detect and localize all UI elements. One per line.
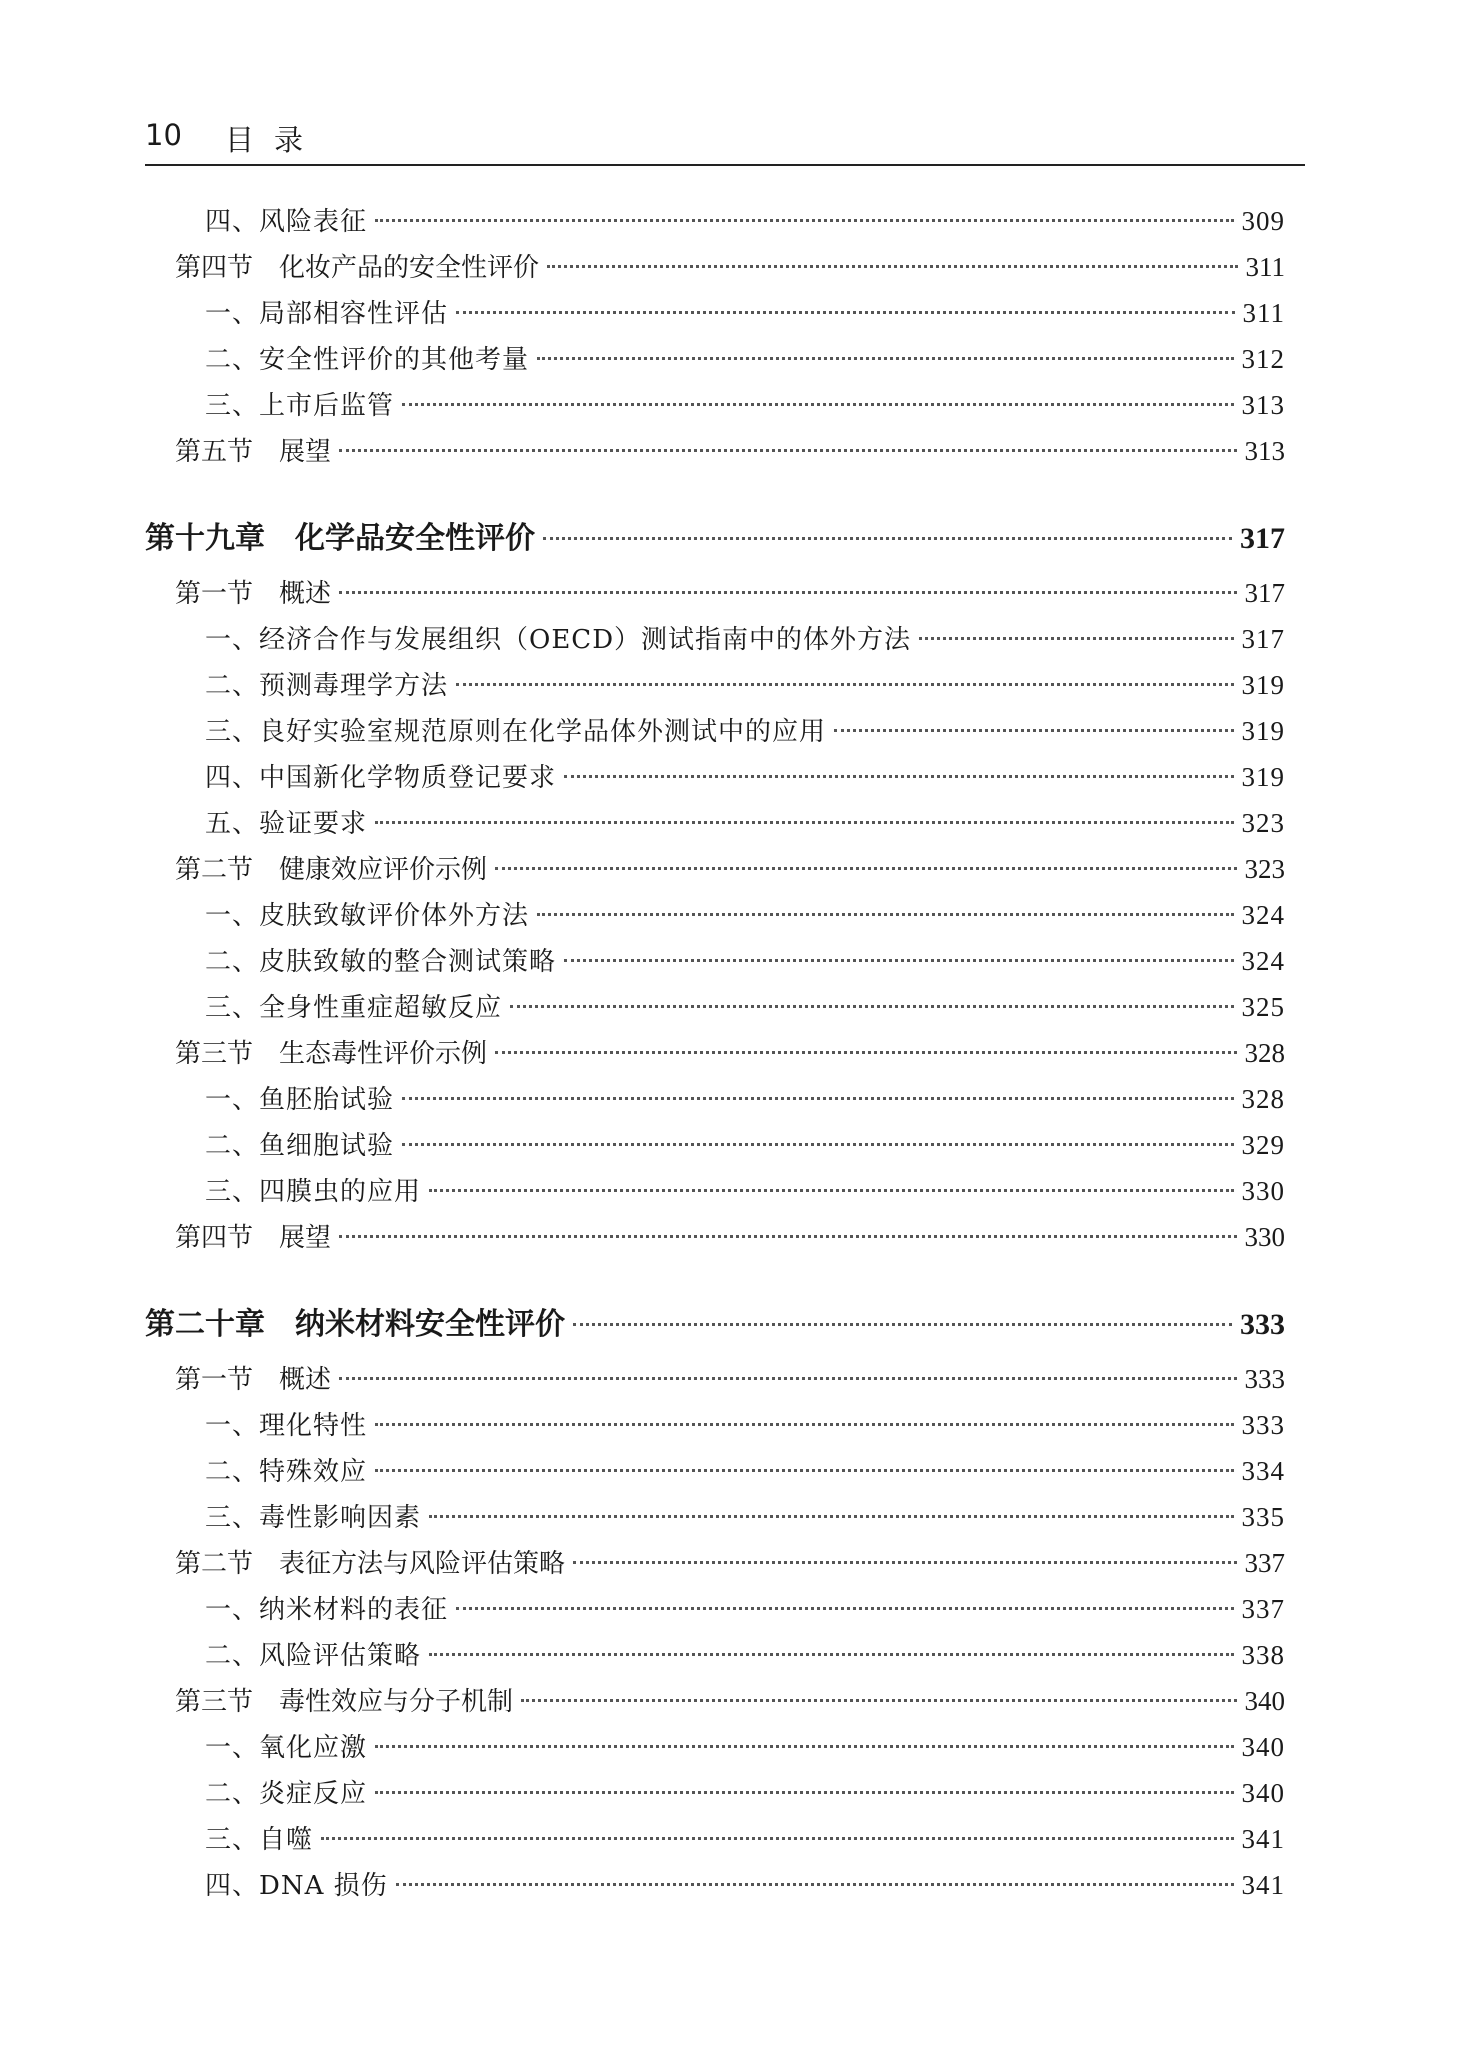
toc-entry-page: 323 (1241, 808, 1285, 838)
toc-entry-label: 化妆产品的安全性评价 (279, 253, 540, 283)
toc-entry-label: 表征方法与风险评估策略 (279, 1549, 566, 1579)
toc-entry-page: 328 (1244, 1038, 1285, 1068)
toc-entry-page: 311 (1242, 298, 1285, 328)
toc-item-entry[interactable] (145, 382, 1285, 428)
toc-item-entry[interactable] (145, 984, 1285, 1030)
toc-entry-page: 340 (1241, 1778, 1285, 1808)
toc-entry-page: 313 (1241, 390, 1285, 420)
toc-entry-label: 五、验证要求 (205, 809, 368, 839)
toc-entry-title (205, 1403, 367, 1449)
dot-leader (321, 1837, 1233, 1840)
toc-entry-title (205, 199, 367, 245)
toc-entry-page: 319 (1241, 670, 1285, 700)
toc-entry-title (175, 847, 487, 893)
toc-section-entry[interactable] (145, 1030, 1285, 1076)
toc-entry-label: 四、DNA 损伤 (205, 1871, 388, 1901)
toc-entry-number: 第一节 (175, 1365, 254, 1395)
toc-entry-title (205, 755, 556, 801)
toc-entry-page: 340 (1244, 1686, 1285, 1716)
toc-entry-number: 第四节 (175, 253, 254, 283)
toc-entry-page: 309 (1241, 206, 1285, 236)
toc-entry-number: 第五节 (175, 437, 254, 467)
toc-entry-page: 341 (1241, 1870, 1285, 1900)
toc-item-entry[interactable] (145, 1448, 1285, 1494)
header-title: 目录 (225, 123, 324, 157)
dot-leader (495, 867, 1236, 870)
toc-entry-page: 329 (1241, 1130, 1285, 1160)
toc-entry-label: 二、预测毒理学方法 (205, 671, 449, 701)
toc-entry-title (205, 291, 448, 337)
toc-item-entry[interactable] (145, 1168, 1285, 1214)
toc-entry-title (205, 383, 394, 429)
toc-entry-page: 337 (1244, 1548, 1285, 1578)
toc-item-entry[interactable] (145, 1494, 1285, 1540)
chapter-spacer (145, 474, 1285, 508)
toc-entry-label: 三、毒性影响因素 (205, 1503, 422, 1533)
toc-item-entry[interactable] (145, 336, 1285, 382)
dot-leader (537, 357, 1233, 360)
toc-entry-page: 313 (1244, 436, 1285, 466)
dot-leader (402, 403, 1233, 406)
toc-entry-title (205, 709, 826, 755)
toc-entry-page: 312 (1241, 344, 1285, 374)
dot-leader (339, 1235, 1236, 1238)
toc-entry-page: 333 (1241, 1410, 1285, 1440)
toc-item-entry[interactable] (145, 1862, 1285, 1908)
toc-entry-title (205, 1725, 367, 1771)
toc-section-entry[interactable] (145, 244, 1285, 290)
toc-entry-page: 323 (1244, 854, 1285, 884)
toc-entry-label: 一、氧化应激 (205, 1733, 368, 1763)
toc-entry-page: 330 (1244, 1222, 1285, 1252)
toc-entry-title (175, 245, 539, 291)
toc-entry-title (205, 939, 556, 985)
toc-chapter-entry[interactable] (145, 1294, 1285, 1356)
toc-item-entry[interactable] (145, 754, 1285, 800)
toc-entry-label: 毒性效应与分子机制 (279, 1687, 514, 1717)
dot-leader (510, 1005, 1233, 1008)
toc-entry-title (175, 1541, 565, 1587)
dot-leader (375, 1745, 1233, 1748)
toc-entry-title (205, 1587, 448, 1633)
dot-leader (375, 1791, 1233, 1794)
toc-entry-label: 三、自噬 (205, 1825, 314, 1855)
toc-entry-title (205, 1169, 421, 1215)
dot-leader (339, 591, 1236, 594)
dot-leader (573, 1561, 1236, 1564)
toc-entry-title (205, 1077, 394, 1123)
dot-leader (375, 821, 1233, 824)
toc-entry-label: 三、全身性重症超敏反应 (205, 993, 503, 1023)
toc-entry-page: 338 (1241, 1640, 1285, 1670)
dot-leader (375, 1469, 1233, 1472)
toc-entry-page: 334 (1241, 1456, 1285, 1486)
toc-item-entry[interactable] (145, 1724, 1285, 1770)
toc-entry-title (175, 1031, 487, 1077)
dot-leader (396, 1883, 1234, 1886)
toc-entry-page: 328 (1241, 1084, 1285, 1114)
toc-entry-label: 三、上市后监管 (205, 391, 395, 421)
toc-entry-label: 二、风险评估策略 (205, 1641, 422, 1671)
toc-item-entry[interactable] (145, 1402, 1285, 1448)
toc-item-entry[interactable] (145, 708, 1285, 754)
toc-entry-label: 一、理化特性 (205, 1411, 368, 1441)
dot-leader (456, 1607, 1233, 1610)
toc-entry-title (205, 985, 502, 1031)
dot-leader (375, 219, 1233, 222)
page-number: 10 (145, 118, 182, 152)
toc-entry-title (175, 1679, 513, 1725)
dot-leader (429, 1515, 1233, 1518)
toc-entry-title (175, 429, 331, 475)
dot-leader (537, 913, 1233, 916)
toc-entry-page: 311 (1245, 252, 1285, 282)
dot-leader (564, 775, 1233, 778)
toc-entry-title (205, 1449, 367, 1495)
toc-entry-page: 333 (1240, 1308, 1285, 1341)
toc-entry-label: 二、安全性评价的其他考量 (205, 345, 530, 375)
toc-item-entry[interactable] (145, 892, 1285, 938)
dot-leader (429, 1189, 1233, 1192)
toc-section-entry[interactable] (145, 1540, 1285, 1586)
toc-entry-label: 四、中国新化学物质登记要求 (205, 763, 557, 793)
toc-entry-label: 三、四膜虫的应用 (205, 1177, 422, 1207)
toc-item-entry[interactable] (145, 1816, 1285, 1862)
toc-entry-label: 一、纳米材料的表征 (205, 1595, 449, 1625)
dot-leader (375, 1423, 1233, 1426)
toc-entry-title (205, 801, 367, 847)
toc-item-entry[interactable] (145, 1076, 1285, 1122)
toc-entry-title (205, 1771, 367, 1817)
dot-leader (521, 1699, 1236, 1702)
toc-entry-label: 化学品安全性评价 (295, 521, 535, 556)
toc-entry-label: 展望 (279, 437, 332, 467)
toc-item-entry[interactable] (145, 1770, 1285, 1816)
toc-entry-label: 三、良好实验室规范原则在化学品体外测试中的应用 (205, 717, 827, 747)
toc-section-entry[interactable] (145, 570, 1285, 616)
dot-leader (834, 729, 1233, 732)
toc-item-entry[interactable] (145, 290, 1285, 336)
toc-item-entry[interactable] (145, 938, 1285, 984)
toc-entry-title (205, 1863, 388, 1909)
toc-entry-page: 337 (1241, 1594, 1285, 1624)
toc-entry-title (205, 893, 529, 939)
toc-entry-title (145, 1294, 565, 1356)
toc-entry-title (205, 617, 911, 663)
toc-entry-number: 第一节 (175, 579, 254, 609)
toc-entry-title (205, 1123, 394, 1169)
toc-entry-title (205, 1817, 313, 1863)
toc-entry-title (205, 337, 529, 383)
dot-leader (339, 449, 1236, 452)
toc-entry-page: 325 (1241, 992, 1285, 1022)
toc-entry-label: 概述 (279, 579, 332, 609)
toc-entry-label: 一、局部相容性评估 (205, 299, 449, 329)
toc-entry-label: 一、皮肤致敏评价体外方法 (205, 901, 530, 931)
toc-section-entry[interactable] (145, 1356, 1285, 1402)
running-header (145, 112, 1305, 166)
toc-section-entry[interactable] (145, 428, 1285, 474)
toc-entry-title (145, 508, 535, 570)
toc-entry-label: 纳米材料安全性评价 (295, 1307, 565, 1342)
toc-entry-number: 第十九章 (145, 521, 265, 556)
toc-item-entry[interactable] (145, 198, 1285, 244)
toc-item-entry[interactable] (145, 616, 1285, 662)
toc-item-entry[interactable] (145, 1586, 1285, 1632)
toc-entry-page: 340 (1241, 1732, 1285, 1762)
toc-entry-page: 319 (1241, 762, 1285, 792)
toc-entry-page: 335 (1241, 1502, 1285, 1532)
toc-entry-label: 二、鱼细胞试验 (205, 1131, 395, 1161)
toc-entry-title (175, 1215, 331, 1261)
dot-leader (402, 1143, 1233, 1146)
dot-leader (456, 683, 1233, 686)
toc-entry-label: 二、特殊效应 (205, 1457, 368, 1487)
toc-entry-label: 概述 (279, 1365, 332, 1395)
toc-entry-label: 展望 (279, 1223, 332, 1253)
toc-entry-label: 一、经济合作与发展组织（OECD）测试指南中的体外方法 (205, 625, 912, 655)
toc-entry-page: 341 (1241, 1824, 1285, 1854)
toc-entry-page: 319 (1241, 716, 1285, 746)
toc-entry-label: 一、鱼胚胎试验 (205, 1085, 395, 1115)
toc-entry-page: 333 (1244, 1364, 1285, 1394)
dot-leader (543, 537, 1232, 540)
dot-leader (456, 311, 1234, 314)
toc-chapter-entry[interactable] (145, 508, 1285, 570)
toc-entry-label: 生态毒性评价示例 (279, 1039, 488, 1069)
toc-entry-label: 二、炎症反应 (205, 1779, 368, 1809)
toc-entry-page: 330 (1241, 1176, 1285, 1206)
toc-entry-number: 第二节 (175, 855, 254, 885)
toc-entry-label: 健康效应评价示例 (279, 855, 488, 885)
toc-item-entry[interactable] (145, 1122, 1285, 1168)
toc-entry-number: 第二节 (175, 1549, 254, 1579)
toc-entry-number: 第三节 (175, 1039, 254, 1069)
dot-leader (495, 1051, 1236, 1054)
dot-leader (402, 1097, 1233, 1100)
toc-entry-label: 四、风险表征 (205, 207, 368, 237)
toc-entry-page: 324 (1241, 946, 1285, 976)
dot-leader (564, 959, 1233, 962)
toc-entry-page: 317 (1240, 522, 1285, 555)
dot-leader (547, 265, 1237, 268)
toc-entry-title (175, 571, 331, 617)
toc-entry-label: 二、皮肤致敏的整合测试策略 (205, 947, 557, 977)
toc-entry-page: 324 (1241, 900, 1285, 930)
dot-leader (573, 1323, 1232, 1326)
table-of-contents (145, 198, 1285, 1908)
toc-entry-number: 第四节 (175, 1223, 254, 1253)
toc-entry-title (205, 1633, 421, 1679)
toc-item-entry[interactable] (145, 662, 1285, 708)
toc-entry-number: 第三节 (175, 1687, 254, 1717)
toc-section-entry[interactable] (145, 846, 1285, 892)
toc-section-entry[interactable] (145, 1678, 1285, 1724)
toc-entry-number: 第二十章 (145, 1307, 265, 1342)
toc-section-entry[interactable] (145, 1214, 1285, 1260)
dot-leader (429, 1653, 1233, 1656)
toc-item-entry[interactable] (145, 1632, 1285, 1678)
chapter-spacer (145, 1260, 1285, 1294)
toc-entry-page: 317 (1244, 578, 1285, 608)
toc-entry-title (205, 1495, 421, 1541)
toc-entry-title (175, 1357, 331, 1403)
toc-item-entry[interactable] (145, 800, 1285, 846)
toc-entry-page: 317 (1241, 624, 1285, 654)
dot-leader (919, 637, 1233, 640)
toc-entry-title (205, 663, 448, 709)
dot-leader (339, 1377, 1236, 1380)
